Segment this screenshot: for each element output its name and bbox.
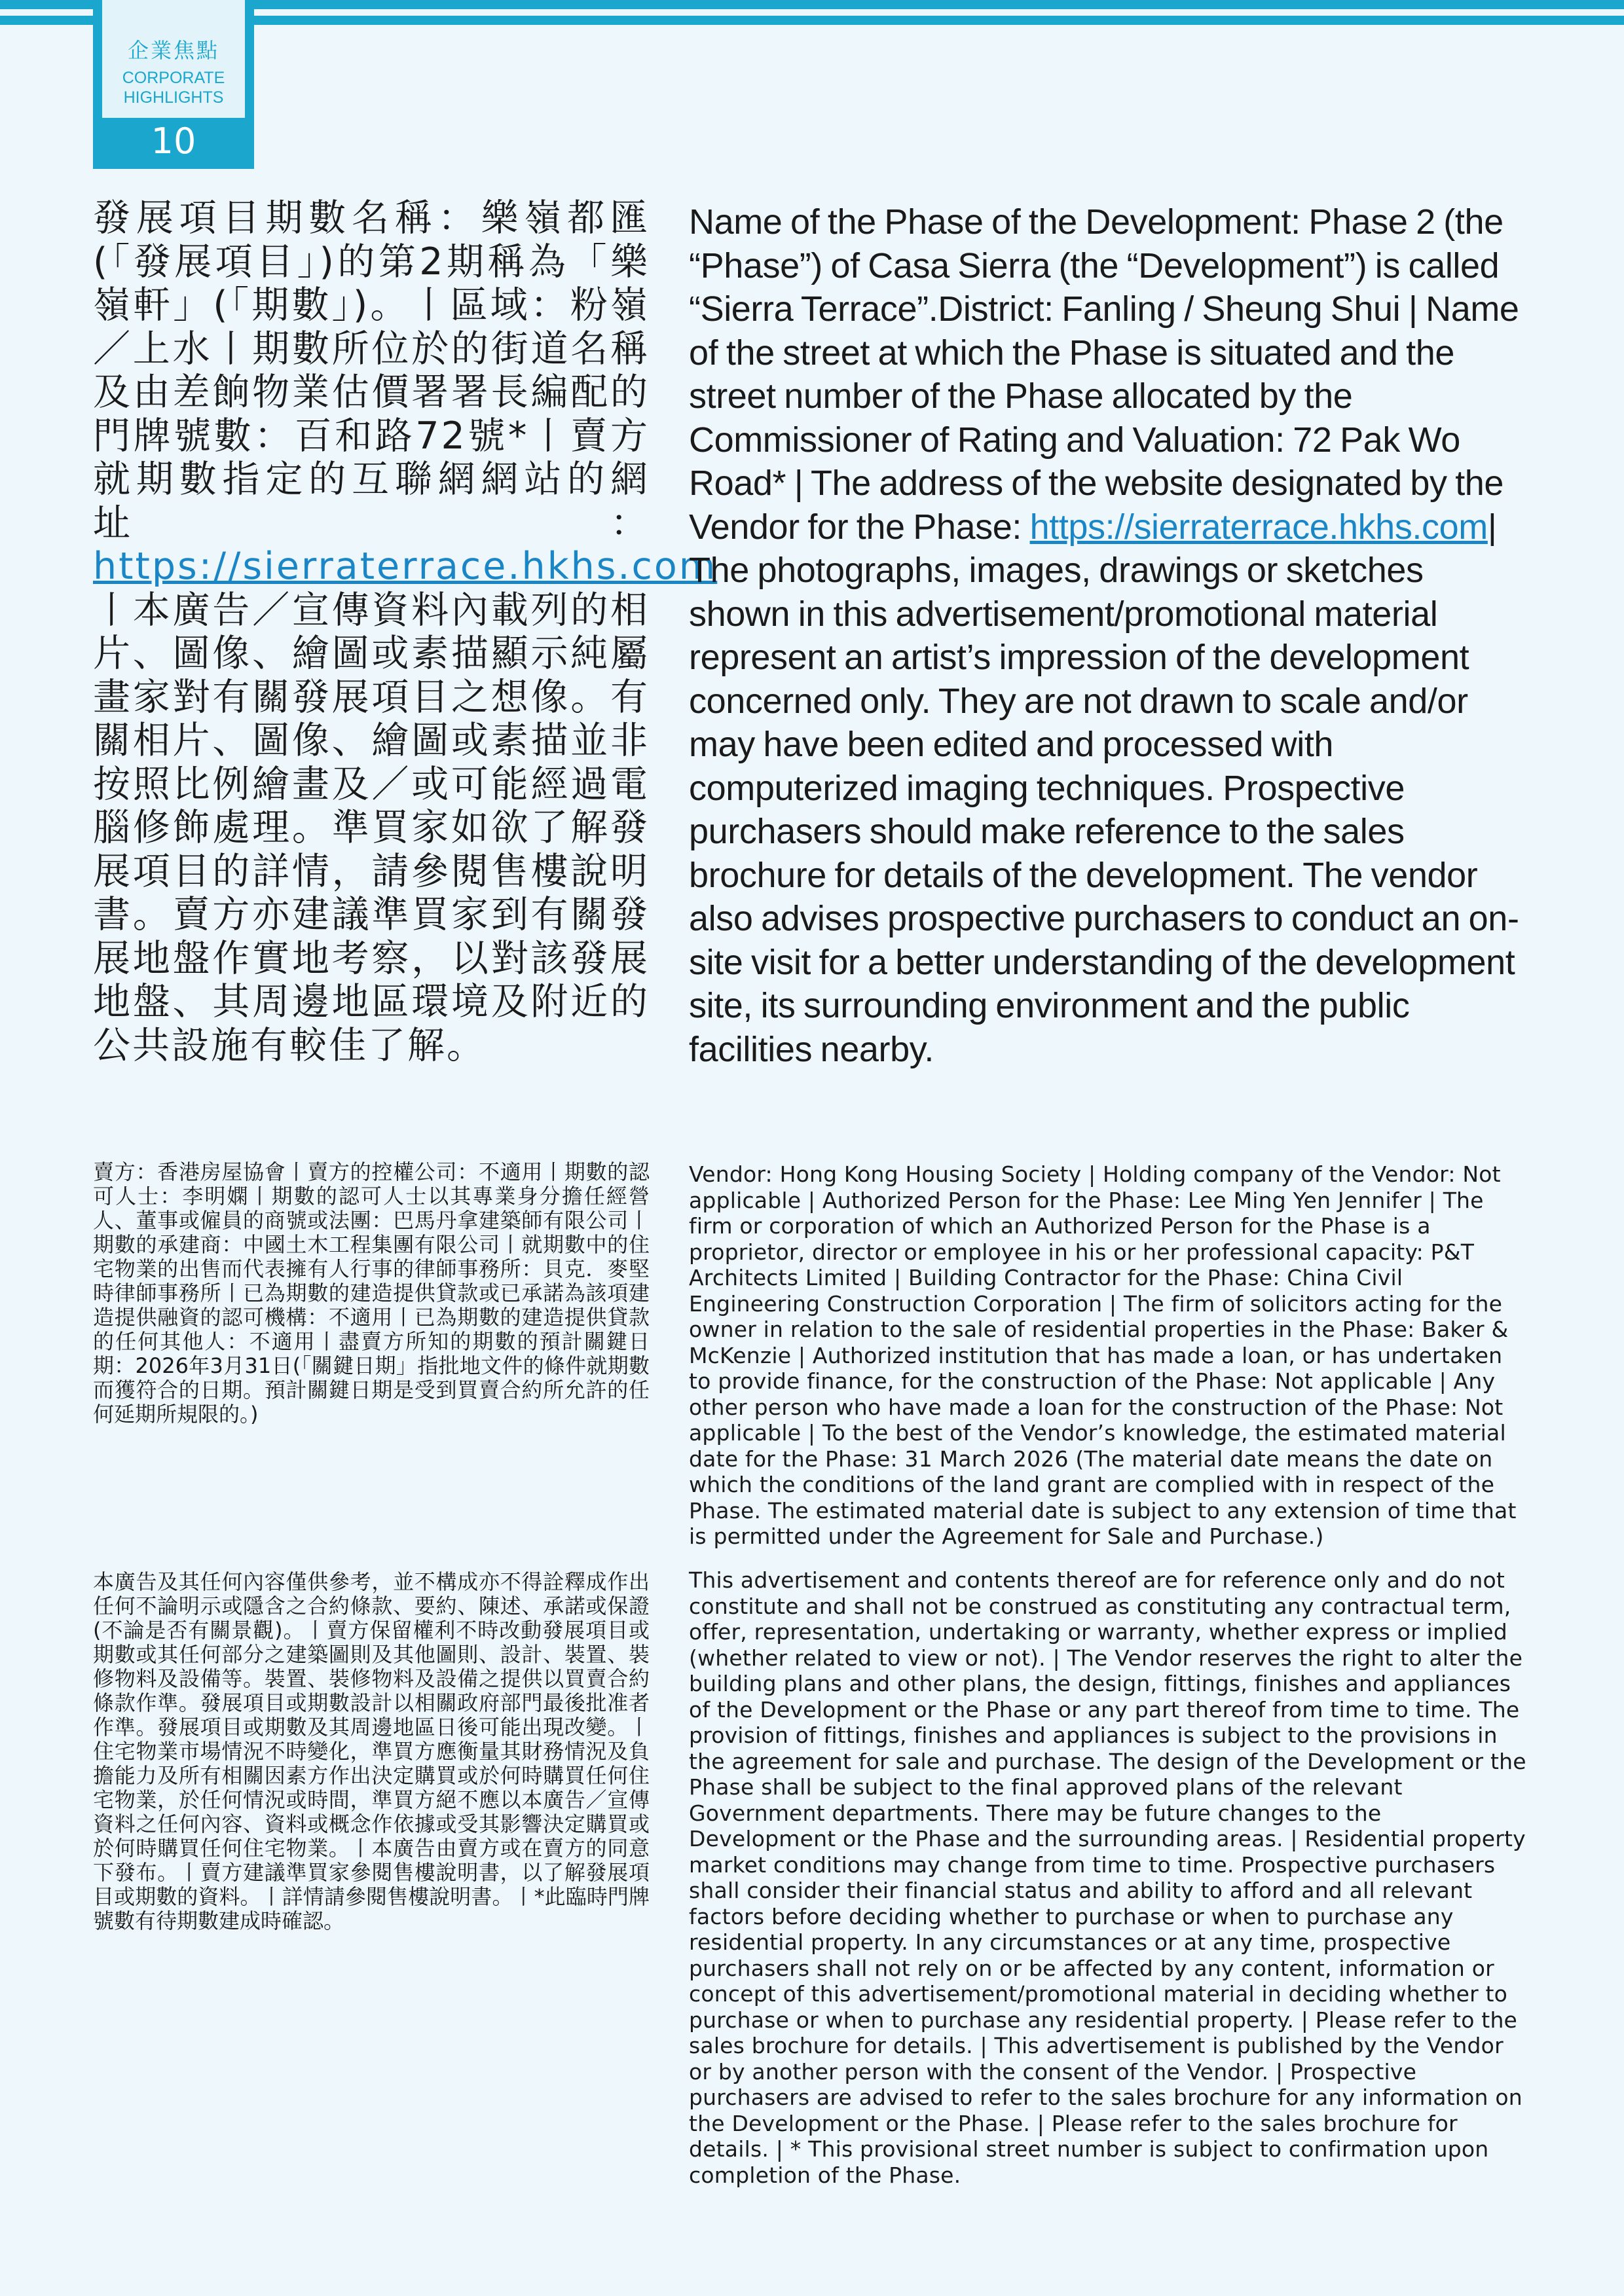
vendor-info-en: Vendor: Hong Kong Housing Society | Holding company of the Vendor: Not applicable | Authorized Person for the Phase: Lee Ming Yen Jennifer | The firm or corporation of which an Authorized Person for the Phase is a proprietor, director or employee in his or her professional capacity: P&T Architects Limited | Building Contractor for the Phase: China Civil Engineering Construction Corporation | The firm of solicitors acting for the owner in relation to the sale of residential properties in the Phase: Baker & McKenzie | Authorized institution that has made a loan, or has undertaken to provide finance, for the construction of the Phase: Not applicable | Any other person who have made a loan for the construction of the Phase: Not applicable | To the best of the Vendor’s knowledge, the estimated material date for the Phase: 31 March 2026 (The material date means the date on which the conditions of the land grant are complied with in respect of the Phase. The estimated material date is subject to any extension of time that is permitted under the Agreement for Sale and Purchase.) xyxy=(689,1161,1517,1549)
lead-text-zh-2: 丨本廣告／宣傳資料內載列的相片、圖像、繪圖或素描顯示純屬畫家對有關發展項目之想像。有關相片、圖像、繪圖或素描並非按照比例繪畫及／或可能經過電腦修飾處理。準買家如欲了解發展項目的詳情，請參閱售樓說明書。賣方亦建議準買家到有關發展地盤作實地考察，以對該發展地盤、其周邊地區環境及附近的公共設施有較佳了解。 xyxy=(93,588,650,1067)
lead-text-en-2: | The photographs, images, drawings or sketches shown in this advertisement/promotional material represent an artist’s impression of the development concerned only. They are not drawn to scale and/or may have been edited and processed with computerized imaging techniques. Prospective purchasers should make reference to the sales brochure for details of the development. The vendor also advises prospective purchasers to conduct an on-site visit for a better understanding of the development site, its surrounding environment and the public facilities nearby. xyxy=(689,507,1519,1069)
disclaimer-zh: 本廣告及其任何內容僅供參考，並不構成亦不得詮釋成作出任何不論明示或隱含之合約條款、要約、陳述、承諾或保證(不論是否有關景觀)。丨賣方保留權利不時改動發展項目或期數或其任何部分之建築圖則及其他圖則、設計、裝置、裝修物料及設備等。裝置、裝修物料及設備之提供以買賣合約條款作準。發展項目或期數設計以相關政府部門最後批准者作準。發展項目或期數及其周邊地區日後可能出現改變。丨住宅物業市場情況不時變化，準買方應衡量其財務情況及負擔能力及所有相關因素方作出決定購買或於何時購買任何住宅物業，於任何情況或時間，準買方絕不應以本廣告／宣傳資料之任何內容、資料或概念作依據或受其影響決定購買或於何時購買任何住宅物業。丨本廣告由賣方或在賣方的同意下發布。丨賣方建議準買家參閱售樓說明書，以了解發展項目或期數的資料。丨詳情請參閱售樓說明書。丨*此臨時門牌號數有待期數建成時確認。 xyxy=(93,1569,650,1933)
vendor-info-zh: 賣方：香港房屋協會丨賣方的控權公司：不適用丨期數的認可人士：李明嫻丨期數的認可人士以其專業身分擔任經營人、董事或僱員的商號或法團：巴馬丹拿建築師有限公司丨期數的承建商：中國土木工程集團有限公司丨就期數中的住宅物業的出售而代表擁有人行事的律師事務所：貝克．麥堅時律師事務所丨已為期數的建造提供貸款或已承諾為該項建造提供融資的認可機構：不適用丨已為期數的建造提供貸款的任何其他人：不適用丨盡賣方所知的期數的預計關鍵日期：2026年3月31日(「關鍵日期」指批地文件的條件就期數而獲符合的日期。預計關鍵日期是受到買賣合約所允許的任何延期所規限的。) xyxy=(93,1159,650,1427)
section-tab xyxy=(93,0,254,169)
lead-text-zh-1: 發展項目期數名稱：樂嶺都匯(「發展項目」)的第2期稱為「樂嶺軒」(「期數」)。丨區域：粉嶺／上水丨期數所位於的街道名稱及由差餉物業估價署署長編配的門牌號數：百和路72號*丨賣方就期數指定的互聯網網站的網址： xyxy=(93,196,650,545)
lead-text-en-1: Name of the Phase of the Development: Phase 2 (the “Phase”) of Casa Sierra (the “Development”) is called “Sierra Terrace”.District: Fanling / Sheung Shui | Name of the street at which the Phase is situated and the street number of the Phase allocated by the Commissioner of Rating and Valuation: 72 Pak Wo Road* | The address of the website designated by the Vendor for the Phase: xyxy=(689,202,1519,547)
section-title-zh: 企業焦點 xyxy=(127,38,219,63)
website-link-en[interactable]: https://sierraterrace.hkhs.com xyxy=(1029,507,1488,547)
section-title-en-line2: HIGHLIGHTS xyxy=(123,88,224,107)
section-tab-label xyxy=(102,0,245,118)
section-title-en-line1: CORPORATE xyxy=(122,69,225,87)
disclaimer-en: This advertisement and contents thereof are for reference only and do not constitute and shall not be construed as constituting any contractual term, offer, representation, undertaking or warranty, whether express or implied (whether related to view or not). | The Vendor reserves the right to alter the building plans and other plans, the design, fittings, finishes and appliances of the Development or the Phase or any part thereof from time to time. The provision of fittings, finishes and appliances is subject to the provisions in the agreement for sale and purchase. The design of the Development or the Phase shall be subject to the final approved plans of the relevant Government departments. There may be future changes to the Development or the Phase and the surrounding areas. | Residential property market conditions may change from time to time. Prospective purchasers shall consider their financial status and ability to afford and all relevant factors before deciding whether to purchase or when to purchase any residential property. In any circumstances or at any time, prospective purchasers shall not rely on or be affected by any content, information or concept of this advertisement/promotional material in deciding whether to purchase or when to purchase any residential property. | Please refer to the sales brochure for details. | This advertisement is published by the Vendor or by another person with the consent of the Vendor. | Prospective purchasers are advised to refer to the sales brochure for any information on the Development or the Phase. | Please refer to the sales brochure for details. | * This provisional street number is subject to confirmation upon completion of the Phase. xyxy=(689,1567,1526,2188)
website-link-zh[interactable]: https://sierraterrace.hkhs.com xyxy=(93,545,718,588)
lead-paragraph-zh xyxy=(93,196,718,1067)
page-number: 10 xyxy=(151,120,196,162)
lead-paragraph-en xyxy=(689,200,1530,1071)
